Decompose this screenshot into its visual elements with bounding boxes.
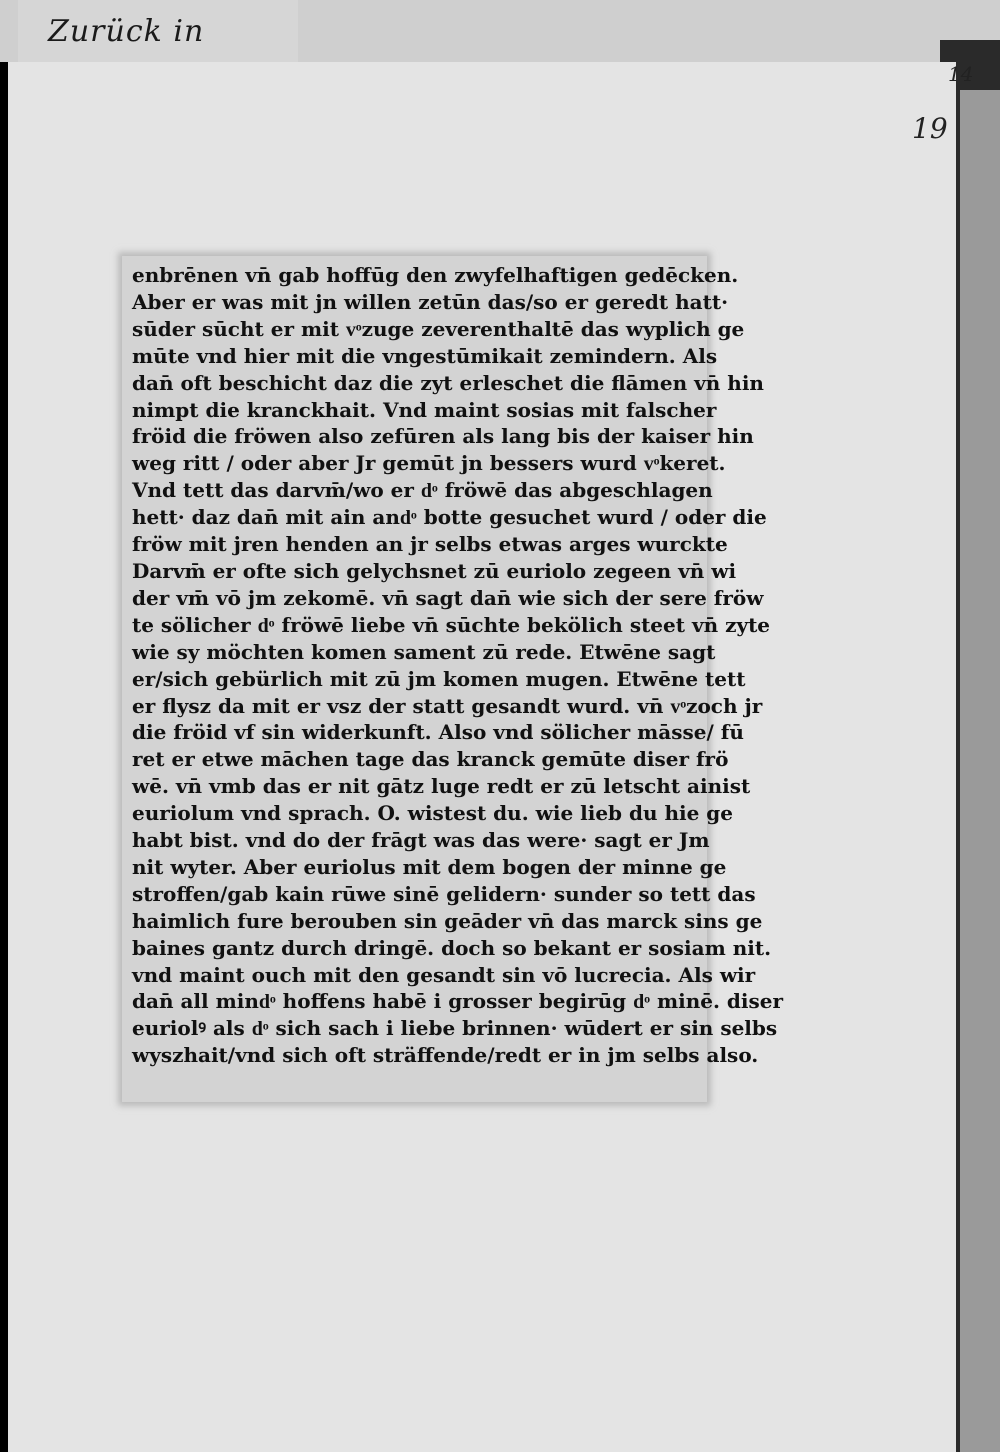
text-body [132,262,783,1069]
text-line: wē. vn̄ vmb das er nit gātz luge redt er zū letscht ainist [132,774,751,799]
text-line: der vm̄ vō jm zekomē. vn̄ sagt dan̄ wie sich der sere fröw [132,585,764,610]
handwritten-note: Zurück in [48,14,205,49]
text-line: sūder sūcht er mit vͦzuge zeverenthaltē das wyplich ge [132,316,745,341]
text-line: nimpt die kranckhait. Vnd maint sosias mit falscher [132,397,717,422]
text-line: er/sich gebürlich mit zū jm komen mugen. Etwēne tett [132,666,746,691]
text-line: vnd maint ouch mit den gesandt sin vō lucrecia. Als wir [132,962,756,987]
text-line: euriolum vnd sprach. O. wistest du. wie lieb du hie ge [132,801,734,826]
text-line: dan̄ all mindͦ hoffens habē i grosser begirūg dͦ minē. diser [132,989,783,1014]
text-line: baines gantz durch dringē. doch so bekant er sosiam nit. [132,935,772,960]
text-line: ret er etwe māchen tage das kranck gemūte diser frö [132,747,729,772]
text-line: fröid die fröwen also zefūren als lang bis der kaiser hin [132,424,754,449]
text-line: Darvm̄ er ofte sich gelychsnet zū euriolo zegeen vn̄ wi [132,558,737,583]
text-line: er flysz da mit er vsz der statt gesandt wurd. vn̄ vͦzoch jr [132,693,763,718]
text-line: dan̄ oft beschicht daz die zyt erleschet die flāmen vn̄ hin [132,370,764,395]
text-line: euriolꝰ als dͦ sich sach i liebe brinnen· wūdert er sin selbs [132,1016,778,1041]
handwritten-note-slip [18,0,298,64]
text-line: Vnd tett das darvm̄/wo er dͦ fröwē das abgeschlagen [132,478,713,503]
folio-number-top: 14 [948,62,974,86]
text-line: habt bist. vnd do der frāgt was das were· sagt er Jm [132,828,710,853]
text-line: stroffen/gab kain rūwe sinē gelidern· sunder so tett das [132,881,756,906]
text-line: Aber er was mit jn willen zetūn das/so er geredt hatt· [132,289,729,314]
text-line: enbrēnen vn̄ gab hoffūg den zwyfelhaftigen gedēcken. [132,263,739,287]
text-line: weg ritt / oder aber Jr gemūt jn bessers wurd vͦkeret. [132,451,726,476]
text-line: te sölicher dͦ fröwē liebe vn̄ sūchte bekölich steet vn̄ zyte [132,612,771,637]
text-line: mūte vnd hier mit die vngestūmikait zemindern. Als [132,343,718,368]
text-line: haimlich fure berouben sin geāder vn̄ das marck sins ge [132,908,763,933]
folio-number-handwritten: 19 [912,112,948,145]
page-edge-strip [960,90,1000,1452]
text-line: wie sy möchten komen sament zū rede. Etwēne sagt [132,639,716,664]
text-line: wyszhait/vnd sich oft sträffende/redt er in jm selbs also. [132,1043,759,1068]
text-line: hett· daz dan̄ mit ain andͦ botte gesuchet wurd / oder die [132,505,767,530]
text-line: fröw mit jren henden an jr selbs etwas arges wurckte [132,532,728,557]
text-line: die fröid vf sin widerkunft. Also vnd sölicher māsse/ fū [132,720,744,745]
text-line: nit wyter. Aber euriolus mit dem bogen der minne ge [132,854,727,879]
